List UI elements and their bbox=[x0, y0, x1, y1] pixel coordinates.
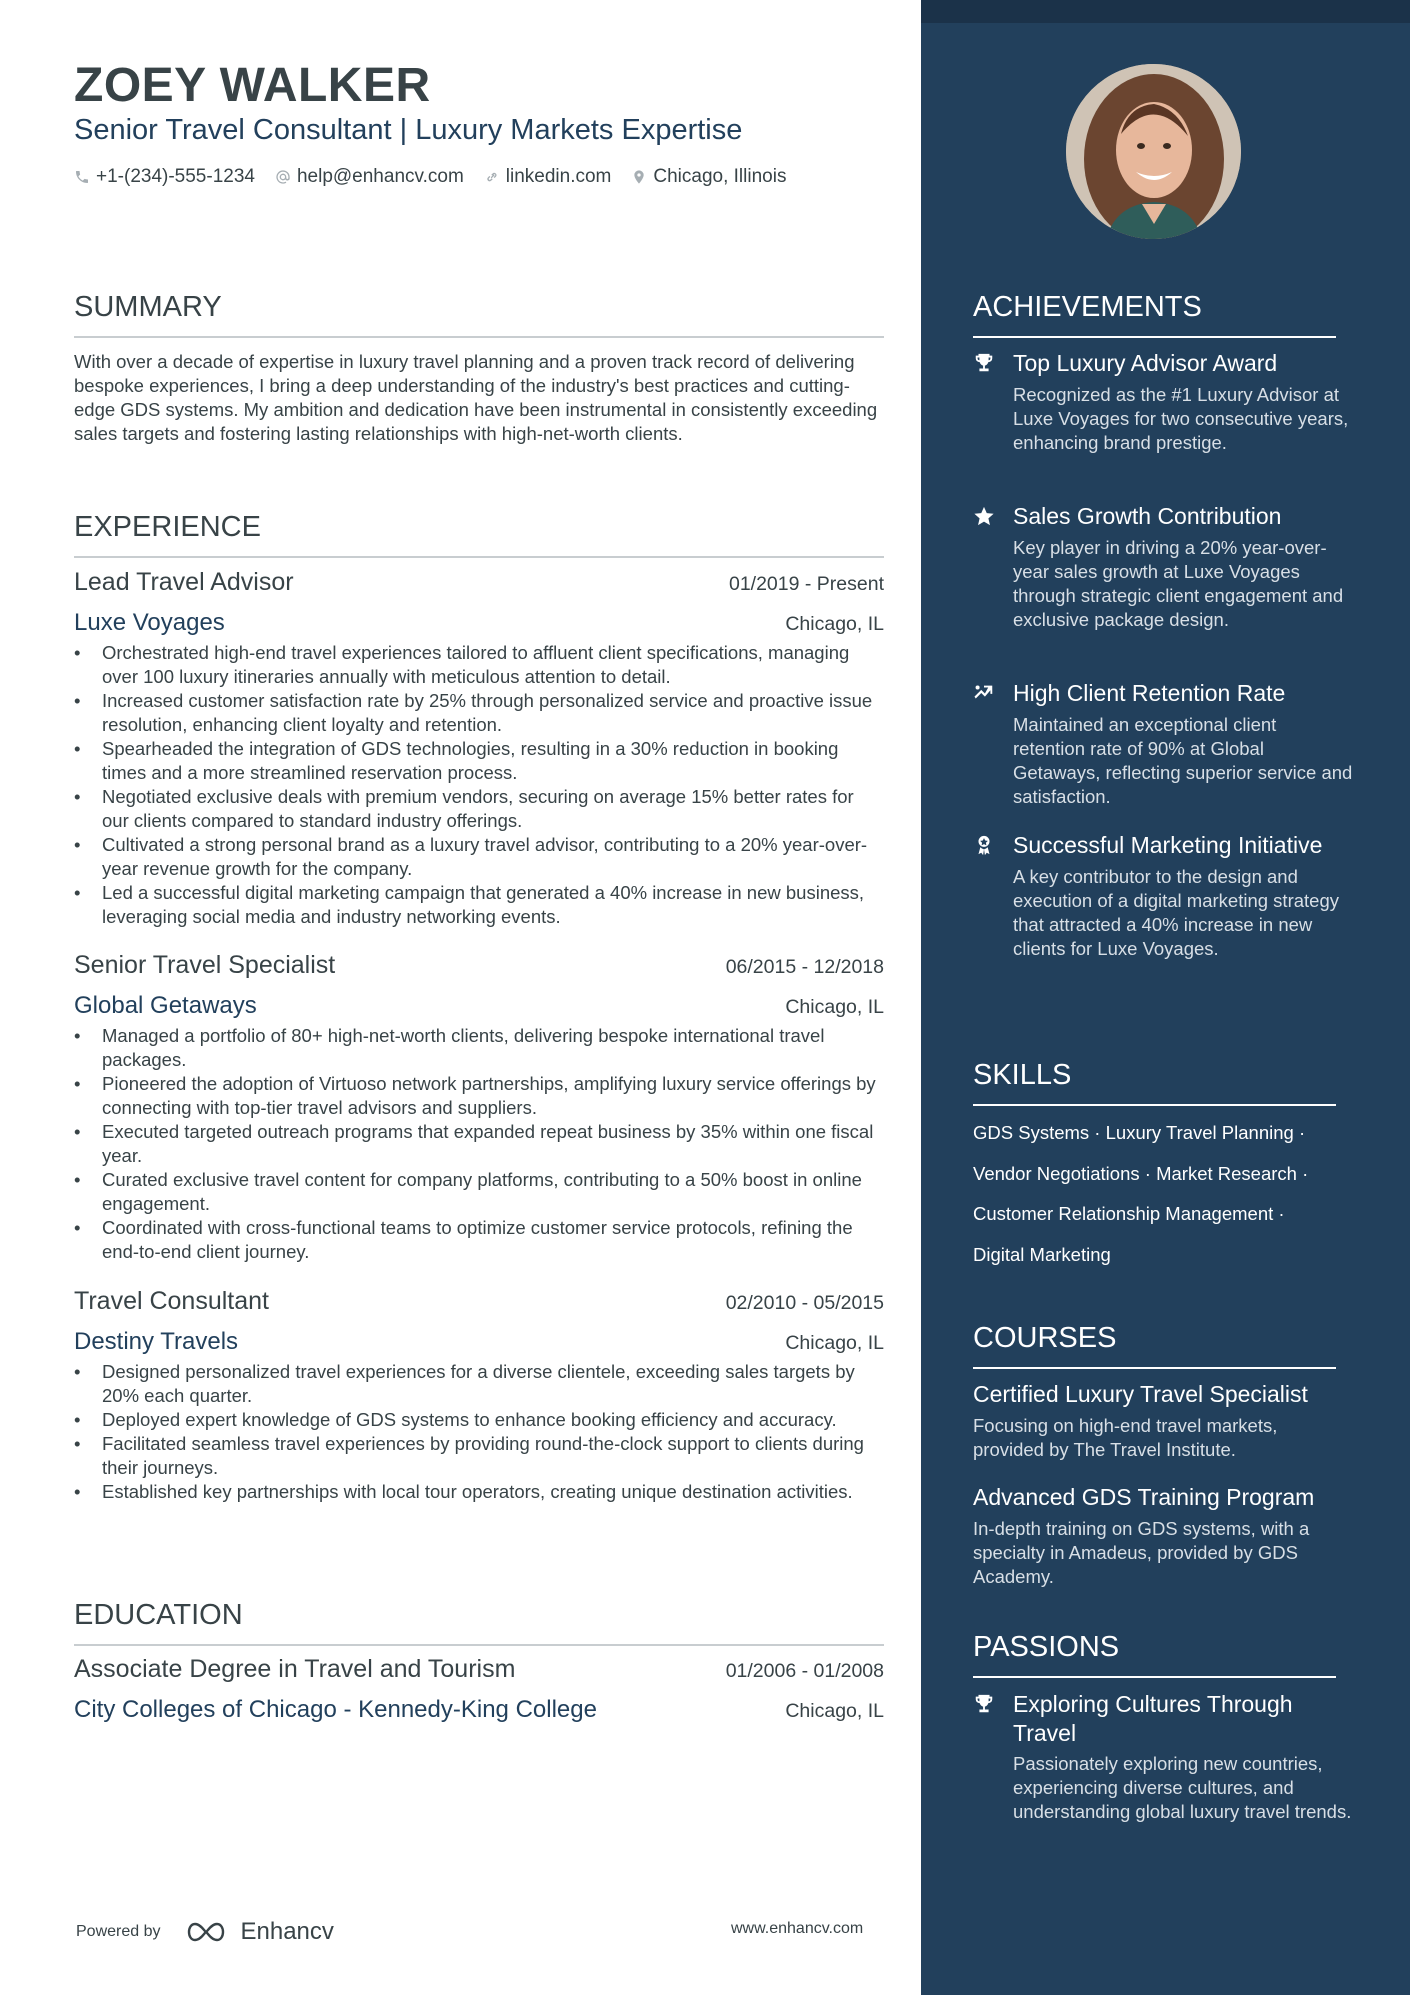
job-bullet: • Facilitated seamless travel experiences by providing round-the-clock support to clients during their journeys. bbox=[74, 1432, 884, 1480]
profile-photo bbox=[1066, 64, 1241, 239]
skill-item: Customer Relationship Management bbox=[973, 1203, 1274, 1224]
education-entry bbox=[74, 1655, 884, 1724]
footer-powered-by bbox=[76, 1918, 334, 1946]
contact-linkedin-text: linkedin.com bbox=[505, 166, 612, 187]
skill-item: Vendor Negotiations bbox=[973, 1162, 1140, 1184]
passion-title: Exploring Cultures Through Travel bbox=[1013, 1691, 1293, 1746]
job-title: Lead Travel Advisor bbox=[74, 568, 294, 596]
job-bullet: • Led a successful digital marketing campaign that generated a 40% increase in new business, leveraging social media and industry networking events. bbox=[74, 881, 884, 929]
job-company: Global Getaways bbox=[74, 992, 257, 1019]
brand-name: Enhancv bbox=[240, 1918, 334, 1945]
profile-photo-image bbox=[1066, 64, 1241, 239]
courses-section-title: COURSES bbox=[973, 1322, 1336, 1369]
job-bullets bbox=[74, 641, 884, 929]
job-title: Senior Travel Specialist bbox=[74, 951, 336, 979]
job-company: Destiny Travels bbox=[74, 1328, 239, 1355]
school-name: City Colleges of Chicago - Kennedy-King College bbox=[74, 1696, 597, 1723]
experience-entry bbox=[74, 951, 884, 1264]
medal-icon bbox=[973, 831, 999, 861]
contact-location bbox=[631, 166, 786, 188]
achievement-item bbox=[973, 831, 1353, 961]
course-item bbox=[973, 1483, 1343, 1589]
footer-website[interactable]: www.enhancv.com bbox=[731, 1920, 864, 1937]
job-bullet: • Cultivated a strong personal brand as a luxury travel advisor, contributing to a 20% year-over-year revenue growth for the company. bbox=[74, 833, 884, 881]
achievements-section-title: ACHIEVEMENTS bbox=[973, 291, 1336, 338]
education-dates: 01/2006 - 01/2008 bbox=[725, 1660, 884, 1682]
job-bullet: • Executed targeted outreach programs that expanded repeat business by 35% within one fiscal year. bbox=[74, 1120, 884, 1168]
job-bullet: • Managed a portfolio of 80+ high-net-worth clients, delivering bespoke international travel packages. bbox=[74, 1024, 884, 1072]
achievement-item bbox=[973, 679, 1353, 809]
job-bullets bbox=[74, 1360, 884, 1504]
experience-entry bbox=[74, 568, 884, 929]
skill-separator: · bbox=[1273, 1203, 1285, 1224]
contact-email-text: help@enhancv.com bbox=[296, 166, 464, 187]
skill-separator: · bbox=[1139, 1162, 1157, 1184]
job-location: Chicago, IL bbox=[785, 613, 884, 635]
achievement-title: Successful Marketing Initiative bbox=[1013, 832, 1323, 858]
skill-separator: · bbox=[1089, 1122, 1106, 1143]
star-icon bbox=[973, 502, 999, 532]
job-bullet: • Spearheaded the integration of GDS technologies, resulting in a 30% reduction in booking times and a more streamlined reservation process. bbox=[74, 737, 884, 785]
skill-item: Digital Marketing bbox=[973, 1243, 1111, 1265]
enhancv-logo[interactable] bbox=[183, 1918, 334, 1946]
achievement-item bbox=[973, 502, 1353, 632]
education-location: Chicago, IL bbox=[785, 1700, 884, 1722]
achievement-title: High Client Retention Rate bbox=[1013, 680, 1286, 706]
sidebar-top-band bbox=[921, 0, 1410, 23]
skill-separator: · bbox=[1293, 1122, 1306, 1143]
job-dates: 02/2010 - 05/2015 bbox=[725, 1292, 884, 1314]
job-dates: 01/2019 - Present bbox=[728, 573, 884, 595]
job-bullet: • Designed personalized travel experiences for a diverse clientele, exceeding sales targets by 20% each quarter. bbox=[74, 1360, 884, 1408]
at-icon bbox=[275, 169, 291, 185]
trophy-icon bbox=[973, 349, 999, 379]
skills-section-title: SKILLS bbox=[973, 1059, 1336, 1106]
powered-by-label: Powered by bbox=[76, 1923, 161, 1940]
skill-item: Market Research bbox=[1156, 1162, 1297, 1184]
job-location: Chicago, IL bbox=[785, 1332, 884, 1354]
experience-section-title: EXPERIENCE bbox=[74, 511, 884, 558]
phone-icon bbox=[74, 169, 90, 185]
job-dates: 06/2015 - 12/2018 bbox=[725, 956, 884, 978]
contact-linkedin[interactable] bbox=[484, 166, 612, 188]
job-bullet: • Orchestrated high-end travel experiences tailored to affluent client specifications, managing over 100 luxury itineraries annually with meticulous attention to detail. bbox=[74, 641, 884, 689]
enhancv-logo-icon bbox=[183, 1920, 229, 1944]
link-icon bbox=[484, 169, 500, 185]
achievement-description: A key contributor to the design and execution of a digital marketing strategy that attracted a 40% increase in new clients for Luxe Voyages. bbox=[1013, 866, 1339, 959]
contact-phone[interactable] bbox=[74, 166, 255, 188]
achievement-description: Key player in driving a 20% year-over-year sales growth at Luxe Voyages through strategic client engagement and exclusive package design. bbox=[1013, 537, 1344, 630]
course-item bbox=[973, 1380, 1343, 1462]
achievement-title: Sales Growth Contribution bbox=[1013, 503, 1282, 529]
passion-description: Passionately exploring new countries, experiencing diverse cultures, and understanding global luxury travel trends. bbox=[1013, 1753, 1352, 1822]
contact-bar bbox=[74, 166, 786, 188]
course-description: In-depth training on GDS systems, with a specialty in Amadeus, provided by GDS Academy. bbox=[973, 1518, 1310, 1587]
contact-email[interactable] bbox=[275, 166, 464, 188]
degree-title: Associate Degree in Travel and Tourism bbox=[74, 1655, 516, 1683]
course-description: Focusing on high-end travel markets, provided by The Travel Institute. bbox=[973, 1415, 1278, 1460]
skill-separator: · bbox=[1296, 1162, 1309, 1184]
candidate-name: ZOEY WALKER bbox=[74, 59, 431, 112]
experience-entry bbox=[74, 1287, 884, 1504]
job-bullet: • Pioneered the adoption of Virtuoso network partnerships, amplifying luxury service offerings by connecting with top-tier travel advisors and suppliers. bbox=[74, 1072, 884, 1120]
education-section-title: EDUCATION bbox=[74, 1599, 884, 1646]
location-pin-icon bbox=[631, 169, 647, 185]
summary-text: With over a decade of expertise in luxury travel planning and a proven track record of delivering bespoke experiences, I bring a deep understanding of the industry's best practices and cutting-edge GDS systems. My ambition and dedication have been instrumental in consistently exceeding sales targets and fostering lasting relationships with high-net-worth clients. bbox=[74, 351, 878, 444]
job-bullet: • Negotiated exclusive deals with premium vendors, securing on average 15% better rates for our clients compared to standard industry offerings. bbox=[74, 785, 884, 833]
job-bullets bbox=[74, 1024, 884, 1264]
growth-chart-icon bbox=[973, 679, 999, 709]
achievement-title: Top Luxury Advisor Award bbox=[1013, 350, 1278, 376]
passions-section-title: PASSIONS bbox=[973, 1631, 1336, 1678]
job-bullet: • Deployed expert knowledge of GDS systems to enhance booking efficiency and accuracy. bbox=[74, 1408, 884, 1432]
skill-item: GDS Systems bbox=[973, 1122, 1090, 1143]
course-title: Certified Luxury Travel Specialist bbox=[973, 1381, 1308, 1407]
candidate-headline: Senior Travel Consultant | Luxury Markets Expertise bbox=[74, 114, 743, 146]
job-bullet: • Established key partnerships with local tour operators, creating unique destination activities. bbox=[74, 1480, 884, 1504]
trophy-icon bbox=[973, 1690, 999, 1720]
course-title: Advanced GDS Training Program bbox=[973, 1484, 1315, 1510]
contact-location-text: Chicago, Illinois bbox=[653, 166, 787, 187]
contact-phone-text: +1-(234)-555-1234 bbox=[96, 166, 255, 187]
job-bullet: • Coordinated with cross-functional teams to optimize customer service protocols, refining the end-to-end client journey. bbox=[74, 1216, 884, 1264]
job-company: Luxe Voyages bbox=[74, 609, 225, 636]
summary-section-title: SUMMARY bbox=[74, 291, 884, 338]
skills-list bbox=[973, 1113, 1373, 1275]
achievement-item bbox=[973, 349, 1353, 455]
skill-item: Luxury Travel Planning bbox=[1105, 1122, 1294, 1143]
job-location: Chicago, IL bbox=[785, 996, 884, 1018]
passion-item bbox=[973, 1690, 1353, 1824]
job-title: Travel Consultant bbox=[74, 1287, 269, 1315]
achievement-description: Recognized as the #1 Luxury Advisor at Luxe Voyages for two consecutive years, enhancing brand prestige. bbox=[1013, 384, 1349, 453]
achievement-description: Maintained an exceptional client retention rate of 90% at Global Getaways, reflecting superior service and satisfaction. bbox=[1013, 714, 1353, 807]
job-bullet: • Increased customer satisfaction rate by 25% through personalized service and proactive issue resolution, enhancing client loyalty and retention. bbox=[74, 689, 884, 737]
job-bullet: • Curated exclusive travel content for company platforms, contributing to a 50% boost in online engagement. bbox=[74, 1168, 884, 1216]
